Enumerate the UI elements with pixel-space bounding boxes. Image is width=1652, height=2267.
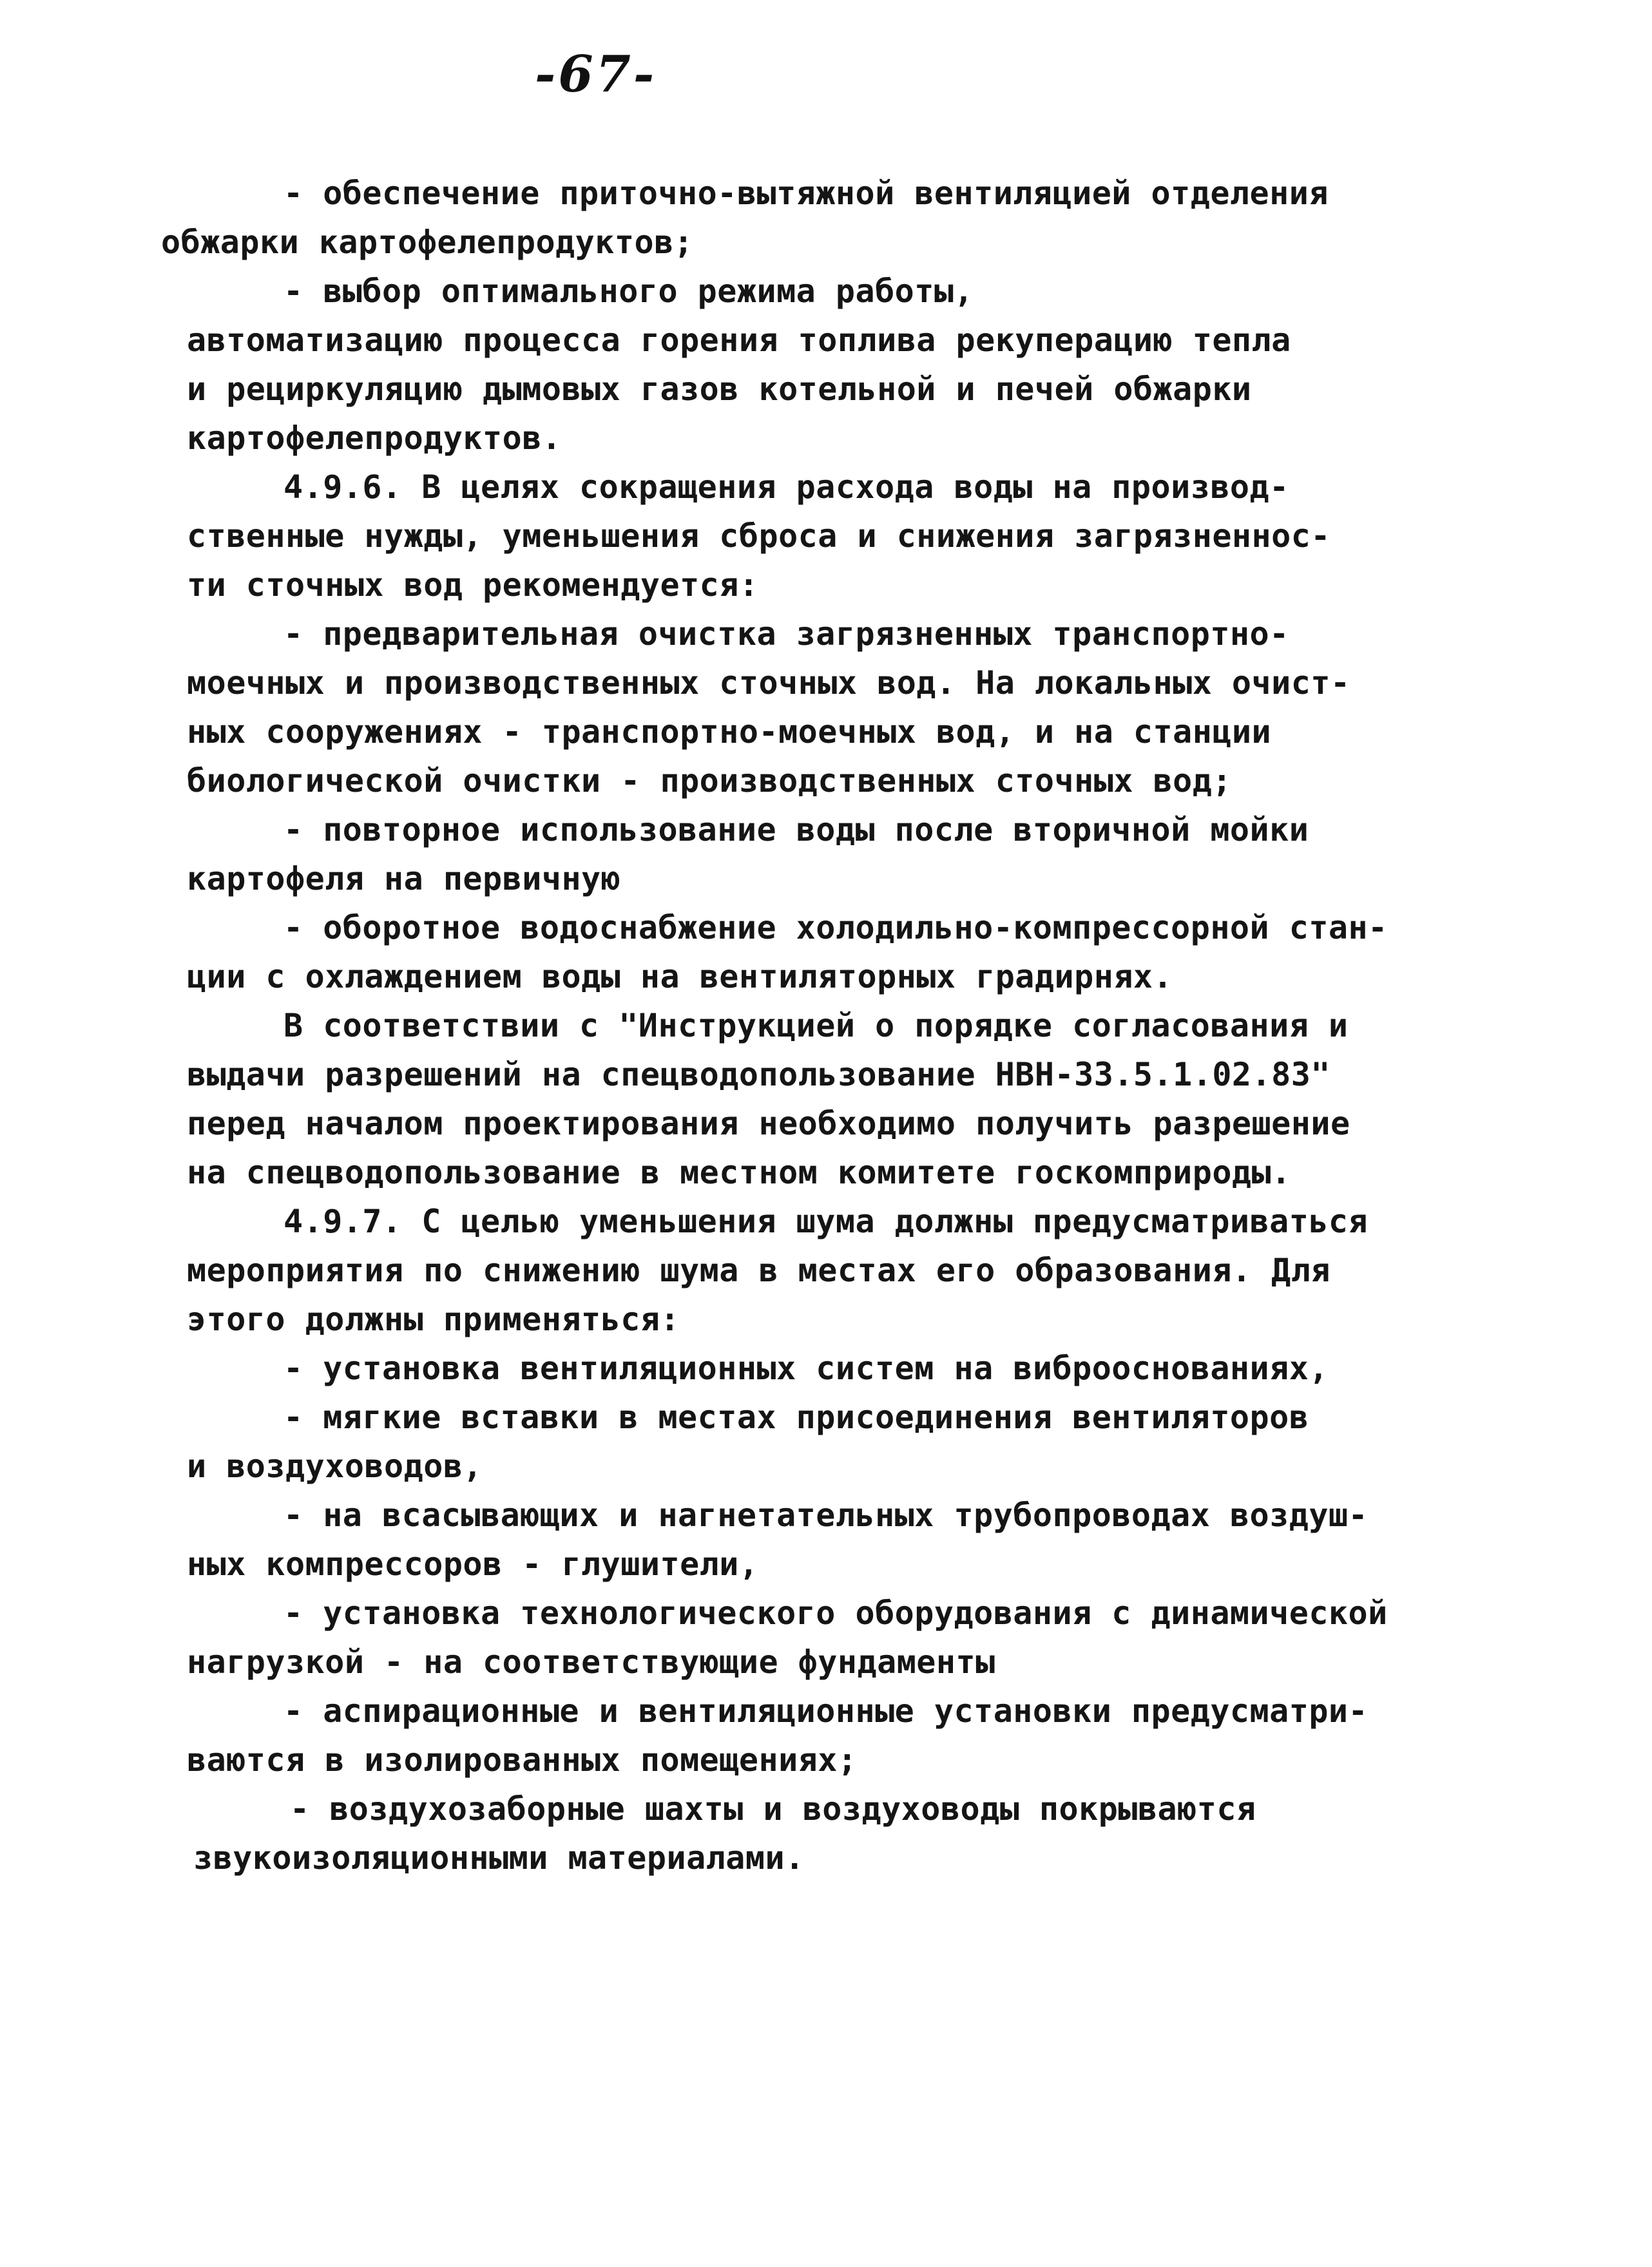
text-line: автоматизацию процесса горения топлива рекуперацию тепла	[187, 321, 1291, 359]
text-line: ных компрессоров - глушители,	[187, 1545, 759, 1583]
text-line: 4.9.6. В целях сокращения расхода воды на производ-	[283, 468, 1289, 506]
text-line: ных сооружениях - транспортно-моечных вод, и на станции	[187, 713, 1272, 751]
text-line: картофелепродуктов.	[187, 419, 562, 457]
text-line: перед началом проектирования необходимо получить разрешение	[187, 1105, 1350, 1142]
text-line: на спецводопользование в местном комитете госкомприроды.	[187, 1154, 1291, 1191]
text-line: - повторное использование воды после вторичной мойки	[283, 811, 1309, 848]
text-line: мероприятия по снижению шума в местах его образования. Для	[187, 1252, 1330, 1289]
text-line: картофеля на первичную	[187, 860, 621, 897]
text-line: - аспирационные и вентиляционные установки предусматри-	[283, 1692, 1369, 1730]
text-line: - на всасывающих и нагнетательных трубопроводах воздуш-	[283, 1497, 1369, 1534]
text-line: - выбор оптимального режима работы,	[283, 273, 974, 310]
page-number: -67-	[535, 45, 657, 104]
text-line: нагрузкой - на соответствующие фундаменты	[187, 1643, 995, 1681]
text-line: В соответствии с "Инструкцией о порядке согласования и	[283, 1007, 1349, 1044]
text-line: обжарки картофелепродуктов;	[161, 224, 694, 261]
text-line: - воздухозаборные шахты и воздуховоды покрываются	[290, 1790, 1256, 1828]
text-line: - оборотное водоснабжение холодильно-компрессорной стан-	[283, 909, 1388, 946]
text-line: - предварительная очистка загрязненных транспортно-	[283, 615, 1289, 653]
text-line: биологической очистки - производственных сточных вод;	[187, 762, 1232, 799]
text-line: выдачи разрешений на спецводопользование НВН-33.5.1.02.83"	[187, 1056, 1330, 1093]
text-line: этого должны применяться:	[187, 1301, 680, 1338]
text-line: - мягкие вставки в местах присоединения вентиляторов	[283, 1399, 1309, 1436]
text-line: звукоизоляционными материалами.	[193, 1839, 805, 1877]
text-line: 4.9.7. С целью уменьшения шума должны предусматриваться	[283, 1203, 1369, 1240]
text-line: ции с охлаждением воды на вентиляторных градирнях.	[187, 958, 1173, 995]
text-line: ти сточных вод рекомендуется:	[187, 566, 759, 604]
text-line: - обеспечение приточно-вытяжной вентиляцией отделения	[283, 175, 1329, 212]
text-line: и рециркуляцию дымовых газов котельной и печей обжарки	[187, 370, 1252, 408]
text-line: ственные нужды, уменьшения сброса и снижения загрязненнос-	[187, 517, 1330, 555]
text-line: и воздуховодов,	[187, 1448, 483, 1485]
text-line: моечных и производственных сточных вод. На локальных очист-	[187, 664, 1350, 702]
text-line: - установка вентиляционных систем на виброоснованиях,	[283, 1350, 1329, 1387]
text-line: ваются в изолированных помещениях;	[187, 1741, 858, 1779]
text-line: - установка технологического оборудования с динамической	[283, 1594, 1388, 1632]
